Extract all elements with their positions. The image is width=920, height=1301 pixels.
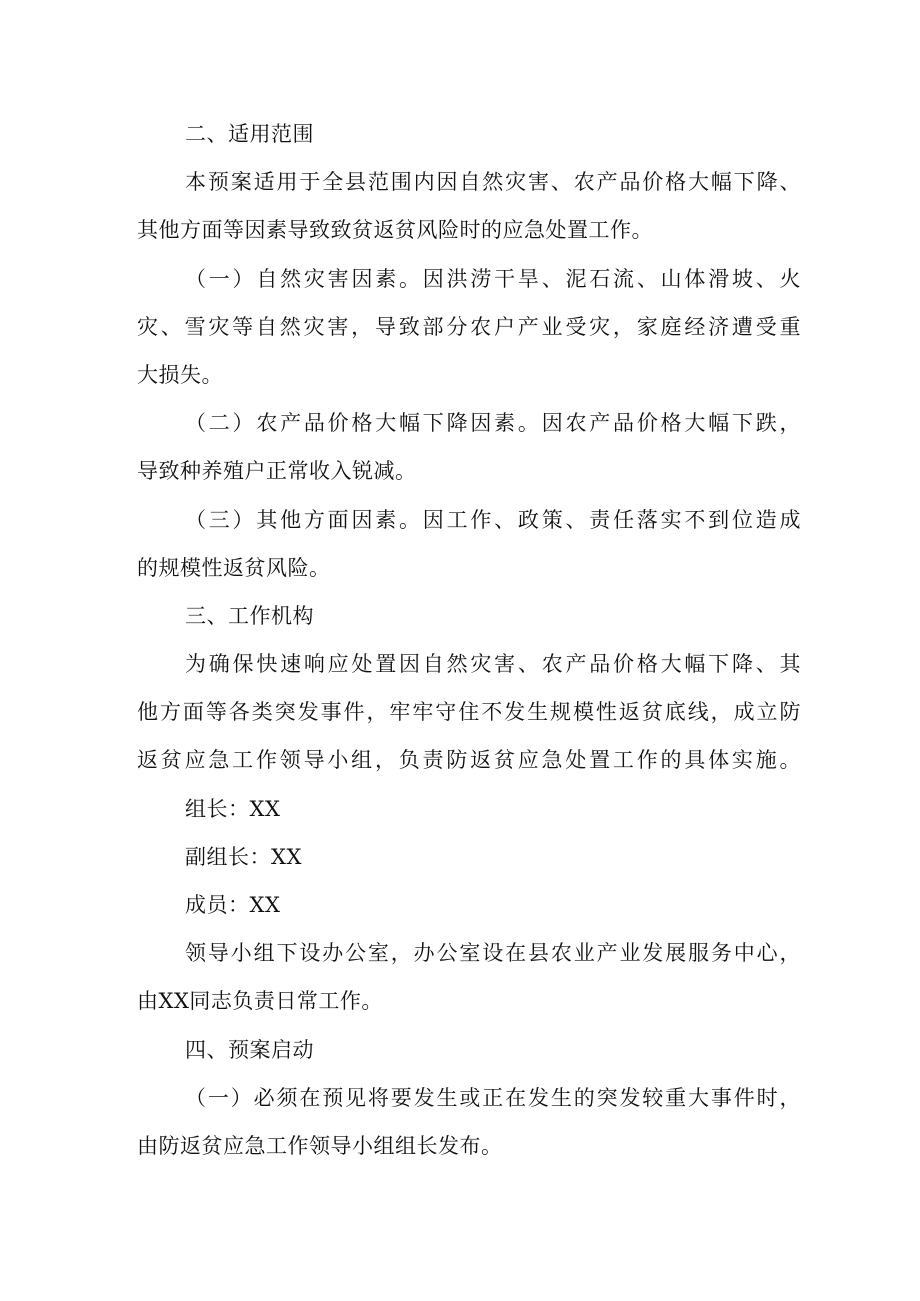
deputy-leader-line: 副组长：XX: [185, 844, 302, 869]
paragraph-line: 由XX同志负责日常工作。: [137, 989, 383, 1014]
paragraph-line: 本预案适用于全县范围内因自然灾害、农产品价格大幅下降、: [185, 170, 801, 195]
paragraph-line: 导致种养殖户正常收入锐减。: [137, 459, 417, 484]
paragraph-line: 他方面等各类突发事件，牢牢守住不发生规模性返贫底线，成立防: [137, 700, 801, 725]
paragraph-line: 为确保快速响应处置因自然灾害、农产品价格大幅下降、其: [185, 652, 801, 677]
members-line: 成员：XX: [185, 893, 281, 917]
paragraph-line: 灾、雪灾等自然灾害，导致部分农户产业受灾，家庭经济遭受重: [137, 314, 801, 339]
paragraph-line: （一）必须在预见将要发生或正在发生的突发较重大事件时，: [185, 1085, 801, 1110]
paragraph-line: （三）其他方面因素。因工作、政策、责任落实不到位造成: [185, 507, 801, 532]
section-heading-organization: 三、工作机构: [185, 603, 314, 628]
paragraph-line: 的规模性返贫风险。: [137, 555, 331, 580]
paragraph-line: 领导小组下设办公室，办公室设在县农业产业发展服务中心，: [185, 941, 801, 966]
section-heading-scope: 二、适用范围: [185, 122, 314, 146]
leader-line: 组长：XX: [185, 796, 281, 821]
paragraph-line: 返贫应急工作领导小组，负责防返贫应急处置工作的具体实施。: [137, 748, 801, 773]
section-heading-activation: 四、预案启动: [185, 1037, 314, 1062]
paragraph-line: （二）农产品价格大幅下降因素。因农产品价格大幅下跌，: [185, 411, 801, 436]
paragraph-line: 其他方面等因素导致致贫返贫风险时的应急处置工作。: [137, 218, 653, 243]
paragraph-line: 由防返贫应急工作领导小组组长发布。: [137, 1133, 503, 1158]
document-body: [137, 110, 801, 1170]
paragraph-line: 大损失。: [137, 362, 223, 387]
paragraph-line: （一）自然灾害因素。因洪涝干旱、泥石流、山体滑坡、火: [185, 266, 801, 291]
